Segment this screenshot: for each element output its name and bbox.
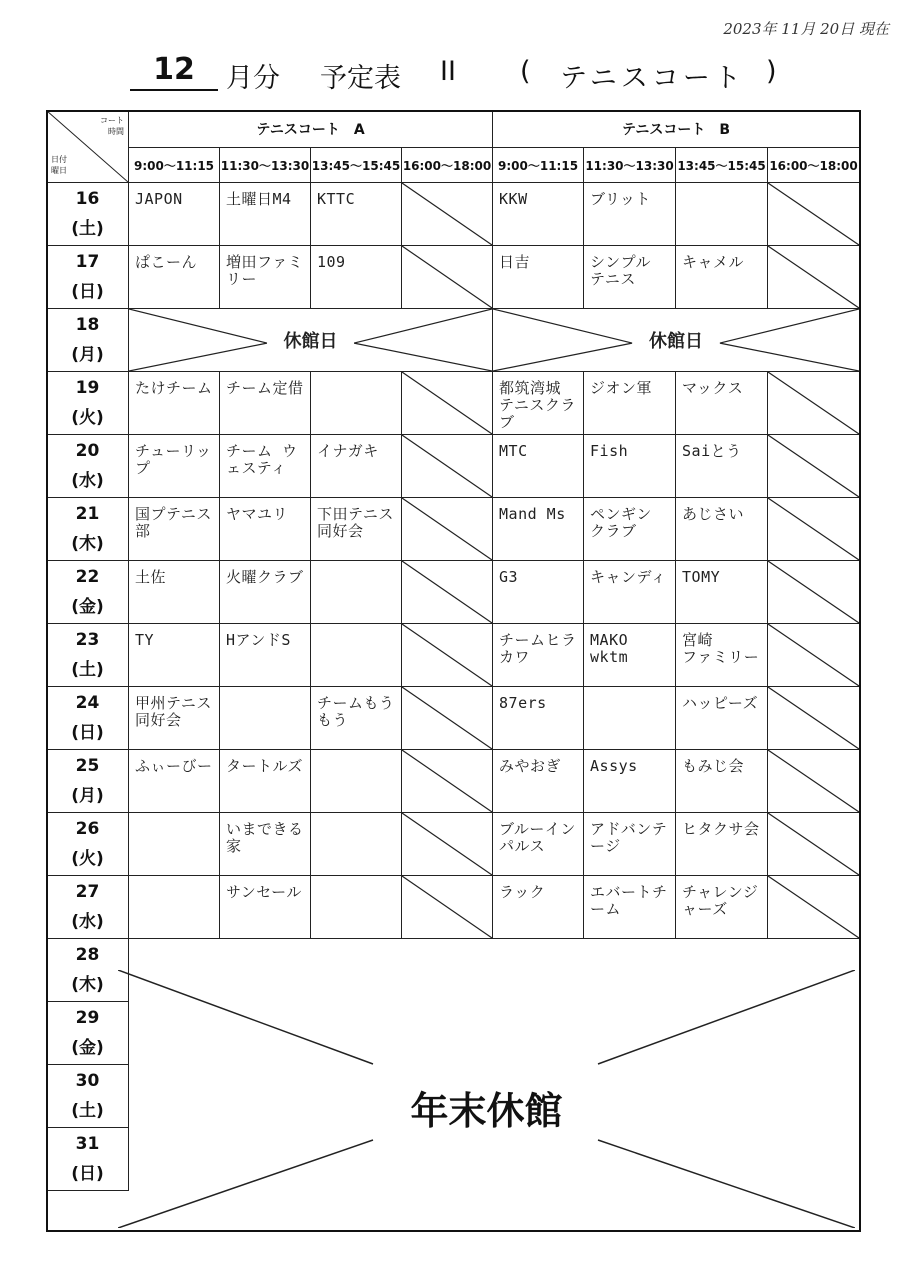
title-paren-open: ( <box>520 56 531 87</box>
as-of-date-stamp: 2023年 11月 20日 現在 <box>723 20 889 38</box>
date-cell <box>47 372 129 435</box>
booking-name <box>129 813 219 821</box>
booking-cell-b-2 <box>584 876 676 939</box>
date-cell <box>47 246 129 309</box>
title-month-suffix: 月分 <box>226 63 280 94</box>
day-number: 31 <box>75 1134 100 1154</box>
booking-cell-a-2 <box>220 561 311 624</box>
booking-name: 増田ファミリー <box>226 253 304 288</box>
booking-cell-a-2 <box>220 813 311 876</box>
booking-name: Saiとう <box>682 442 742 460</box>
booking-cell-a-1 <box>129 246 220 309</box>
unavailable-slot-diagonal <box>768 372 859 434</box>
booking-name <box>311 372 401 380</box>
booking-cell-b-4 <box>768 183 860 246</box>
booking-name: 宮崎 ファミリー <box>682 631 760 666</box>
day-number: 22 <box>75 567 100 587</box>
booking-cell-a-4 <box>402 813 493 876</box>
booking-name: ペンギン クラブ <box>590 505 652 540</box>
booking-cell-b-3 <box>676 687 768 750</box>
booking-cell-a-4 <box>402 372 493 435</box>
booking-cell-b-4 <box>768 498 860 561</box>
booking-cell-b-1 <box>493 876 584 939</box>
booking-cell-a-4 <box>402 246 493 309</box>
booking-cell-a-2 <box>220 183 311 246</box>
weekday: (金) <box>71 1038 104 1058</box>
unavailable-slot-diagonal <box>402 876 492 938</box>
booking-cell-b-2 <box>584 813 676 876</box>
booking-cell-a-1 <box>129 498 220 561</box>
booking-name: チューリップ <box>135 442 212 477</box>
day-number: 17 <box>75 252 100 272</box>
booking-name: JAPON <box>135 190 183 208</box>
booking-name: もみじ会 <box>682 757 745 775</box>
weekday: (木) <box>71 975 104 995</box>
booking-name: チーム定借 <box>226 379 304 397</box>
booking-cell-b-1 <box>493 498 584 561</box>
booking-cell-b-4 <box>768 687 860 750</box>
table-row <box>47 183 860 246</box>
day-number: 27 <box>75 882 100 902</box>
booking-name: G3 <box>499 568 519 586</box>
weekday: (土) <box>71 219 104 239</box>
booking-name: イナガキ <box>317 442 379 460</box>
booking-cell-a-3 <box>311 435 402 498</box>
booking-name: シンプル テニス <box>590 253 652 288</box>
unavailable-slot-diagonal <box>402 372 492 434</box>
booking-name: チームもうもう <box>317 694 395 729</box>
unavailable-slot-diagonal <box>402 687 492 749</box>
date-cell <box>47 1128 129 1191</box>
day-number: 16 <box>75 189 100 209</box>
booking-cell-a-1 <box>129 750 220 813</box>
table-row <box>47 624 860 687</box>
booking-cell-a-1 <box>129 372 220 435</box>
booking-cell-a-3 <box>311 750 402 813</box>
booking-cell-b-3 <box>676 498 768 561</box>
booking-name: チャレンジャーズ <box>682 883 759 918</box>
slot-header-a-3: 13:45～15:45 <box>311 148 402 183</box>
booking-cell-b-4 <box>768 876 860 939</box>
booking-name: キャンディ <box>590 568 667 586</box>
date-cell <box>47 309 129 372</box>
title-roman: II <box>440 56 456 87</box>
booking-cell-b-4 <box>768 813 860 876</box>
booking-cell-b-4 <box>768 435 860 498</box>
date-cell <box>47 876 129 939</box>
booking-name <box>311 561 401 569</box>
closed-day-court-a <box>129 309 493 372</box>
booking-name: 下田テニス 同好会 <box>317 505 394 540</box>
booking-name: ジオン軍 <box>590 379 653 397</box>
booking-name: 日吉 <box>499 253 531 271</box>
weekday: (日) <box>71 282 104 302</box>
booking-name: タートルズ <box>226 757 304 775</box>
booking-cell-b-2 <box>584 183 676 246</box>
date-cell <box>47 498 129 561</box>
booking-cell-b-1 <box>493 813 584 876</box>
booking-cell-b-3 <box>676 624 768 687</box>
court-a-header: テニスコート A <box>129 111 493 148</box>
weekday: (日) <box>71 723 104 743</box>
booking-cell-b-1 <box>493 750 584 813</box>
booking-cell-a-1 <box>129 435 220 498</box>
booking-cell-b-4 <box>768 246 860 309</box>
booking-cell-a-4 <box>402 750 493 813</box>
booking-cell-b-3 <box>676 876 768 939</box>
day-number: 30 <box>75 1071 100 1091</box>
booking-cell-b-3 <box>676 750 768 813</box>
slot-header-b-2: 11:30～13:30 <box>584 148 676 183</box>
booking-cell-b-2 <box>584 498 676 561</box>
booking-cell-b-1 <box>493 624 584 687</box>
booking-cell-b-1 <box>493 246 584 309</box>
corner-date-day-label: 日付 曜日 <box>51 155 67 175</box>
title-court: テニスコート <box>560 63 745 94</box>
booking-cell-b-1 <box>493 561 584 624</box>
booking-name: ぱこーん <box>135 253 198 271</box>
booking-cell-b-1 <box>493 687 584 750</box>
booking-name: 甲州テニス 同好会 <box>135 694 212 729</box>
booking-name: たけチーム <box>135 379 213 397</box>
booking-cell-b-4 <box>768 561 860 624</box>
date-cell <box>47 1065 129 1128</box>
weekday: (月) <box>71 786 104 806</box>
booking-name: KTTC <box>317 190 356 208</box>
unavailable-slot-diagonal <box>768 687 859 749</box>
day-number: 18 <box>75 315 100 335</box>
booking-cell-b-2 <box>584 687 676 750</box>
booking-cell-a-3 <box>311 561 402 624</box>
booking-name: ブルーインパルス <box>499 820 576 855</box>
court-b-header: テニスコート B <box>493 111 860 148</box>
table-row <box>47 561 860 624</box>
table-row <box>47 246 860 309</box>
slot-header-a-1: 9:00～11:15 <box>129 148 220 183</box>
weekday: (土) <box>71 660 104 680</box>
table-row <box>47 876 860 939</box>
unavailable-slot-diagonal <box>402 561 492 623</box>
title-paren-close: ) <box>766 56 777 87</box>
booking-name: 火曜クラブ <box>226 568 304 586</box>
booking-cell-b-2 <box>584 624 676 687</box>
unavailable-slot-diagonal <box>768 876 859 938</box>
unavailable-slot-diagonal <box>402 750 492 812</box>
weekday: (木) <box>71 534 104 554</box>
booking-cell-b-2 <box>584 372 676 435</box>
booking-cell-a-4 <box>402 624 493 687</box>
year-end-diagonals <box>118 970 855 1228</box>
booking-name <box>311 624 401 632</box>
closed-day-label: 休館日 <box>643 327 709 353</box>
weekday: (月) <box>71 345 104 365</box>
table-row <box>47 498 860 561</box>
table-row <box>47 750 860 813</box>
table-row <box>47 687 860 750</box>
booking-cell-a-3 <box>311 813 402 876</box>
closed-day-court-b <box>493 309 860 372</box>
unavailable-slot-diagonal <box>402 498 492 560</box>
unavailable-slot-diagonal <box>768 246 859 308</box>
title-month: 12 <box>130 52 218 91</box>
date-cell <box>47 687 129 750</box>
unavailable-slot-diagonal <box>402 435 492 497</box>
booking-name: チーム ウェスティ <box>226 442 298 477</box>
booking-cell-b-1 <box>493 372 584 435</box>
day-number: 25 <box>75 756 100 776</box>
date-cell <box>47 183 129 246</box>
booking-cell-a-4 <box>402 183 493 246</box>
booking-cell-a-2 <box>220 624 311 687</box>
booking-name <box>676 183 767 191</box>
booking-cell-a-3 <box>311 498 402 561</box>
booking-cell-b-2 <box>584 750 676 813</box>
date-cell <box>47 1002 129 1065</box>
booking-name: ふぃーびー <box>135 757 213 775</box>
slot-header-a-4: 16:00～18:00 <box>402 148 493 183</box>
weekday: (水) <box>71 912 104 932</box>
date-cell <box>47 750 129 813</box>
date-cell <box>47 939 129 1002</box>
booking-name: ヤマユリ <box>226 505 289 523</box>
booking-name <box>584 687 675 695</box>
booking-cell-a-1 <box>129 624 220 687</box>
booking-name: アドバンテージ <box>590 820 668 855</box>
day-number: 29 <box>75 1008 100 1028</box>
booking-cell-b-4 <box>768 750 860 813</box>
booking-name: Mand Ms <box>499 505 566 523</box>
booking-name: ラック <box>499 883 546 901</box>
booking-cell-b-3 <box>676 813 768 876</box>
booking-cell-a-3 <box>311 624 402 687</box>
day-number: 20 <box>75 441 100 461</box>
booking-name: 109 <box>317 253 346 271</box>
booking-cell-a-3 <box>311 876 402 939</box>
booking-cell-a-3 <box>311 372 402 435</box>
table-row <box>47 372 860 435</box>
booking-cell-a-1 <box>129 183 220 246</box>
table-row <box>47 435 860 498</box>
date-cell <box>47 561 129 624</box>
booking-name: サンセール <box>226 883 302 901</box>
booking-name: 国プテニス部 <box>135 505 212 540</box>
unavailable-slot-diagonal <box>402 813 492 875</box>
booking-name: ヒタクサ会 <box>682 820 760 838</box>
booking-name: MAKO wktm <box>590 631 629 666</box>
booking-cell-a-2 <box>220 687 311 750</box>
day-number: 19 <box>75 378 100 398</box>
year-end-closure-label: 年末休館 <box>410 1089 563 1133</box>
booking-cell-b-2 <box>584 246 676 309</box>
table-row <box>47 309 860 372</box>
booking-name <box>129 876 219 884</box>
booking-cell-a-1 <box>129 561 220 624</box>
booking-name: 都筑湾城 テニスクラブ <box>499 379 576 431</box>
table-row <box>47 813 860 876</box>
slot-header-b-1: 9:00～11:15 <box>493 148 584 183</box>
date-cell <box>47 624 129 687</box>
booking-cell-a-2 <box>220 876 311 939</box>
booking-cell-a-4 <box>402 687 493 750</box>
booking-cell-b-3 <box>676 183 768 246</box>
booking-cell-b-3 <box>676 372 768 435</box>
page-title <box>130 52 810 96</box>
weekday: (火) <box>71 408 104 428</box>
date-cell <box>47 813 129 876</box>
booking-name: いまできる 家 <box>226 820 304 855</box>
booking-cell-a-4 <box>402 435 493 498</box>
unavailable-slot-diagonal <box>768 183 859 245</box>
unavailable-slot-diagonal <box>402 183 492 245</box>
day-number: 23 <box>75 630 100 650</box>
booking-cell-a-3 <box>311 246 402 309</box>
day-number: 26 <box>75 819 100 839</box>
booking-cell-a-4 <box>402 876 493 939</box>
unavailable-slot-diagonal <box>768 435 859 497</box>
unavailable-slot-diagonal <box>768 750 859 812</box>
booking-name: あじさい <box>682 505 745 523</box>
booking-cell-a-4 <box>402 561 493 624</box>
day-number: 28 <box>75 945 100 965</box>
booking-name: ブリット <box>590 190 651 208</box>
title-schedule: 予定表 <box>320 63 401 94</box>
booking-cell-b-4 <box>768 372 860 435</box>
booking-name <box>220 687 310 695</box>
booking-name: Assys <box>590 757 638 775</box>
booking-cell-a-1 <box>129 876 220 939</box>
unavailable-slot-diagonal <box>402 624 492 686</box>
booking-name: TY <box>135 631 155 649</box>
booking-name: TOMY <box>682 568 721 586</box>
booking-cell-b-3 <box>676 435 768 498</box>
booking-cell-a-2 <box>220 498 311 561</box>
unavailable-slot-diagonal <box>768 813 859 875</box>
booking-name: キャメル <box>682 253 745 271</box>
booking-name: 土佐 <box>135 568 167 586</box>
closed-day-label: 休館日 <box>278 327 344 353</box>
unavailable-slot-diagonal <box>402 246 492 308</box>
weekday: (土) <box>71 1101 104 1121</box>
booking-cell-b-3 <box>676 561 768 624</box>
booking-name: マックス <box>682 379 744 397</box>
booking-name: 87ers <box>499 694 547 712</box>
booking-cell-a-1 <box>129 813 220 876</box>
year-end-closure-block <box>118 970 855 1228</box>
booking-cell-a-2 <box>220 750 311 813</box>
booking-cell-a-3 <box>311 687 402 750</box>
weekday: (火) <box>71 849 104 869</box>
booking-name: Fish <box>590 442 629 460</box>
corner-court-time-label: コート 時間 <box>100 116 124 136</box>
date-cell <box>47 435 129 498</box>
slot-header-b-3: 13:45～15:45 <box>676 148 768 183</box>
booking-cell-b-2 <box>584 561 676 624</box>
booking-cell-b-2 <box>584 435 676 498</box>
unavailable-slot-diagonal <box>768 624 859 686</box>
booking-name <box>311 813 401 821</box>
booking-cell-a-1 <box>129 687 220 750</box>
booking-name: KKW <box>499 190 528 208</box>
booking-name: MTC <box>499 442 528 460</box>
slot-header-a-2: 11:30～13:30 <box>220 148 311 183</box>
booking-name <box>311 750 401 758</box>
booking-cell-b-4 <box>768 624 860 687</box>
booking-name: 土曜日M4 <box>226 190 292 208</box>
weekday: (日) <box>71 1164 104 1184</box>
weekday: (金) <box>71 597 104 617</box>
booking-name: ハッピーズ <box>682 694 759 712</box>
day-number: 24 <box>75 693 100 713</box>
header-corner-cell <box>47 111 129 183</box>
booking-cell-b-1 <box>493 183 584 246</box>
day-number: 21 <box>75 504 100 524</box>
booking-name: エバートチーム <box>590 883 668 918</box>
booking-name: みやおぎ <box>499 757 562 775</box>
booking-cell-a-3 <box>311 183 402 246</box>
booking-name: HアンドS <box>226 631 291 649</box>
unavailable-slot-diagonal <box>768 498 859 560</box>
slot-header-b-4: 16:00～18:00 <box>768 148 860 183</box>
booking-cell-a-2 <box>220 435 311 498</box>
booking-cell-a-2 <box>220 372 311 435</box>
booking-cell-b-1 <box>493 435 584 498</box>
unavailable-slot-diagonal <box>768 561 859 623</box>
booking-name <box>311 876 401 884</box>
weekday: (水) <box>71 471 104 491</box>
booking-cell-a-4 <box>402 498 493 561</box>
booking-cell-a-2 <box>220 246 311 309</box>
booking-cell-b-3 <box>676 246 768 309</box>
booking-name: チームヒラカワ <box>499 631 577 666</box>
